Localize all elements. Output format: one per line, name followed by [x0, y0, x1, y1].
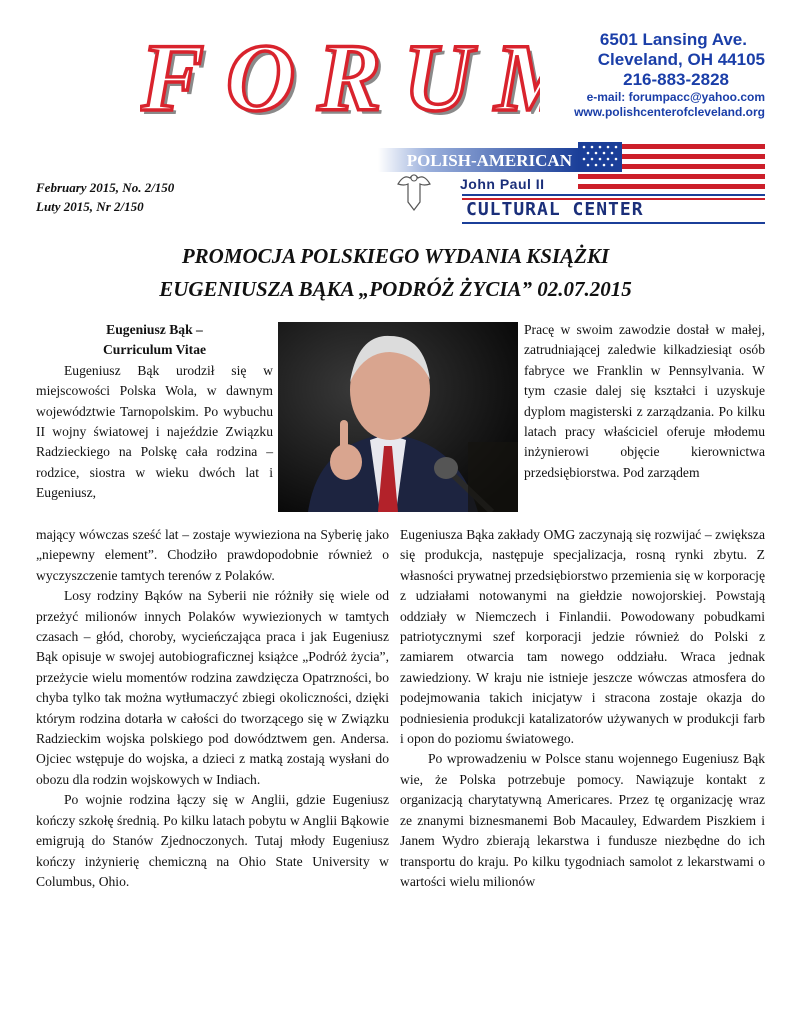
- svg-text:FORUM: FORU: [140, 28, 495, 130]
- us-flag: [578, 142, 765, 194]
- paragraph-intro: Eugeniusz Bąk urodził się w miejscowości Polska Wola, w dawnym województwie Tarnopolskim. Po wybuchu II wojny światowej i najeździe Związku Radzieckiego na Polskę cała rodzina – rodzice, siostra w wieku dwóch lat i Eugeniusz,: [36, 362, 273, 501]
- issue-info: [36, 178, 174, 216]
- contact-info: [574, 30, 765, 120]
- email-link[interactable]: e-mail: forumpacc@yahoo.com: [586, 90, 765, 104]
- paragraph-career-continued: Eugeniusza Bąka zakłady OMG zaczynają się rozwijać – zwiększa się produkcja, następuje specjalizacja, rosną rynki zbytu. Z własności prywatnej przedsiębiorstwo przemienia się w korporację z udziałami notowanymi na giełdzie nowojorskiej. Powstają oddziały w Niemczech i Finlandii. Powodowany pobudkami patriotycznymi szef korporacji jedzie również do Polski z zamiarem otwarcia tam nowego oddziału. Wraca jednak zawiedziony. W kraju nie istnieje jeszcze wówczas atmosfera do podejmowania takich inicjatyw i stracona zostaje okazja do podniesienia produkcji katalizatorów używanych w produkcji farb i opon do poziomu światowego.: [400, 527, 765, 747]
- left-column-top: [36, 320, 273, 504]
- article-title-line2: EUGENIUSZA BĄKA „PODRÓŻ ŻYCIA” 02.07.2015: [159, 277, 632, 301]
- address-line2: Cleveland, OH 44105: [597, 50, 765, 69]
- left-column-bottom: [36, 525, 389, 892]
- eagle-emblem-icon: [398, 175, 430, 210]
- website-link[interactable]: www.polishcenterofcleveland.org: [574, 105, 765, 119]
- right-column-bottom: [400, 525, 765, 892]
- paragraph-england: Po wojnie rodzina łączy się w Anglii, gdzie Eugeniusz kończy szkołę średnią. Po kilku latach pobytu w Anglii Bąkowie emigrują do Stanów Zjednoczonych. Tutaj młody Eugeniusz kończy inżynierię chemiczną na Ohio State University w Columbus, Ohio.: [36, 792, 389, 889]
- forum-logo: [140, 28, 540, 130]
- sidebar-heading-cv: Curriculum Vitae: [102, 342, 207, 358]
- paragraph-intro-continued: mający wówczas sześć lat – zostaje wywieziona na Syberię jako „niepewny element”. Chodziło prawdopodobnie również o wyczyszczenie tamtych terenów z Polaków.: [36, 527, 389, 583]
- paragraph-siberia: Losy rodziny Bąków na Syberii nie różniły się wiele od przeżyć milionów innych Polaków wywiezionych w tamtych czasach – głód, choroby, wycieńczająca praca i jak Eugeniusz Bąk opisuje w swojej autobiograficznej książce „Podróż życia”, przeżycie wielu momentów rodzina zawdzięcza Opatrzności, bo chyba tylko tak można wytłumaczyć zbiegi okoliczności, dzięki którym rodzina dotarła w całości do tworzącego się w Związku Radzieckim wojska polskiego pod dowództwem gen. Andersa. Ojciec wstępuje do wojska, a dzieci z matką zostają wysłani do obozu dla rodzin wojskowych w Indiach.: [36, 588, 389, 787]
- banner-line2: John Paul II: [460, 176, 545, 192]
- sidebar-heading-name: Eugeniusz Bąk –: [106, 322, 203, 337]
- right-column-top: [524, 320, 765, 483]
- issue-english: February 2015, No. 2/150: [36, 180, 175, 195]
- banner-line1: POLISH-AMERICAN: [406, 151, 572, 170]
- article-title-line1: PROMOCJA POLSKIEGO WYDANIA KSIĄŻKI: [181, 244, 610, 268]
- address-line1: 6501 Lansing Ave.: [599, 30, 747, 49]
- paragraph-martial-law: Po wprowadzeniu w Polsce stanu wojennego Eugeniusz Bąk wie, że Polska potrzebuje pomocy. Nawiązuje kontakt z organizacją charytatywną Americares. Przez tę organizację wraz ze znanymi biznesmanemi Bob Macauley, Edwardem Piszkiem i Janem Wydro zbierają lekarstwa i fundusze niezbędne do ich transportu do kraju. Po kilku tygodniach samolot z lekarstwami o wartości wielu milionów: [400, 751, 765, 889]
- banner-line3: CULTURAL CENTER: [466, 199, 644, 220]
- issue-polish: Luty 2015, Nr 2/150: [36, 199, 144, 214]
- paragraph-career: Pracę w swoim zawodzie dostał w małej, zatrudniającej zaledwie kilkadziesiąt osób fabryce we Franklin w Pennsylvania. W tym czasie dalej się kształci i uzyskuje dyplom magisterski z zarządzania. Po kilku latach pracy właściciel oferuje młodemu inżynierowi objęcie kierownictwa przedsiębiorstwa. Pod zarządem: [524, 322, 765, 480]
- phone-number: 216-883-2828: [623, 70, 729, 89]
- svg-text:FORUM: FORU: [144, 28, 499, 130]
- portrait-photo: [278, 322, 518, 512]
